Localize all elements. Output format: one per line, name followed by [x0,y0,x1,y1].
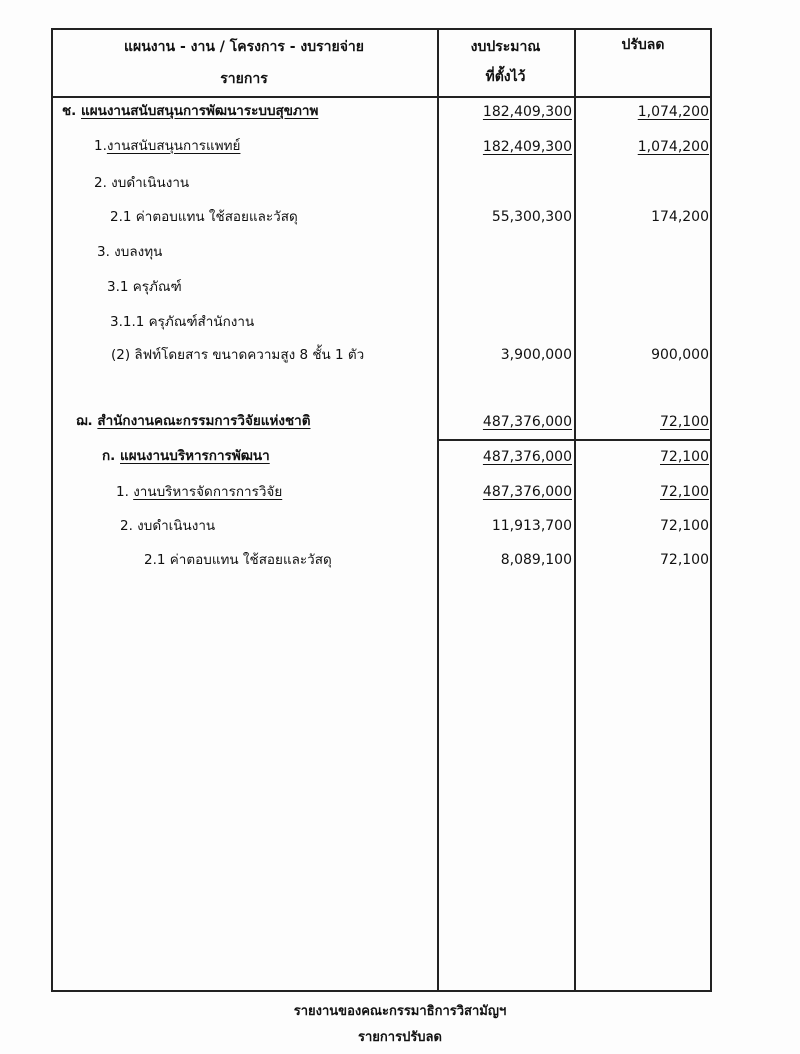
reduce-value: 72,100 [660,414,709,430]
row-prefix: ก. [102,448,116,464]
reduce-value: 72,100 [660,484,709,500]
row-prefix: ช. [62,103,77,119]
row-label: 2.1 ค่าตอบแทน ใช้สอยและวัสดุ [144,552,332,568]
budget-value: 182,409,300 [482,139,572,155]
column-divider [437,28,439,992]
budget-value: 182,409,300 [482,104,572,120]
reduce-value: 72,100 [660,449,709,465]
row-label: 2. งบดำเนินงาน [120,518,216,534]
row-title: งานบริหารจัดการการวิจัย [133,484,283,500]
row-title: งานสนับสนุนการแพทย์ [106,138,241,154]
reduce-value: 72,100 [660,552,709,568]
budget-value: 487,376,000 [482,414,572,430]
row-label: 2. งบดำเนินงาน [94,175,190,191]
reduce-value: 900,000 [651,347,709,363]
row-prefix: 1. [116,484,129,500]
budget-table [51,28,712,992]
row-label: 3. งบลงทุน [97,244,163,260]
row-label: 2.1 ค่าตอบแทน ใช้สอยและวัสดุ [110,209,298,225]
budget-value: 55,300,300 [491,209,572,225]
reduce-value: 174,200 [651,209,709,225]
budget-value: 487,376,000 [482,449,572,465]
row-label: 3.1 ครุภัณฑ์ [107,279,182,295]
footer-report-title: รายงานของคณะกรรมาธิการวิสามัญฯ [293,1004,507,1019]
row-label: 3.1.1 ครุภัณฑ์สำนักงาน [110,314,255,330]
row-title: สำนักงานคณะกรรมการวิจัยแห่งชาติ [97,413,311,429]
header-col-budget-sub: ที่ตั้งไว้ [485,69,526,85]
row-title: แผนงานสนับสนุนการพัฒนาระบบสุขภาพ [81,103,319,119]
column-divider [574,28,576,992]
header-col-budget: งบประมาณ [470,39,541,55]
row-label [94,137,240,155]
row-title: แผนงานบริหารการพัฒนา [120,448,270,464]
reduce-value: 1,074,200 [637,104,709,120]
budget-value: 11,913,700 [491,518,572,534]
budget-value: 487,376,000 [482,484,572,500]
header-col-reduce: ปรับลด [621,37,665,53]
reduce-value: 1,074,200 [637,139,709,155]
header-col-item-sub: รายการ [220,71,268,87]
header-col-item: แผนงาน - งาน / โครงการ - งบรายจ่าย [124,39,364,55]
footer-subtitle: รายการปรับลด [358,1030,442,1045]
row-label [116,483,282,501]
section-divider [437,439,712,441]
row-label: (2) ลิฟท์โดยสาร ขนาดความสูง 8 ชั้น 1 ตัว [111,347,365,363]
budget-value: 3,900,000 [500,347,572,363]
row-label [76,412,311,430]
row-label [102,447,270,465]
row-prefix: ฌ. [76,413,93,429]
header-divider [51,96,712,98]
row-prefix: 1. [94,138,107,154]
budget-value: 8,089,100 [500,552,572,568]
row-label [62,102,318,120]
reduce-value: 72,100 [660,518,709,534]
